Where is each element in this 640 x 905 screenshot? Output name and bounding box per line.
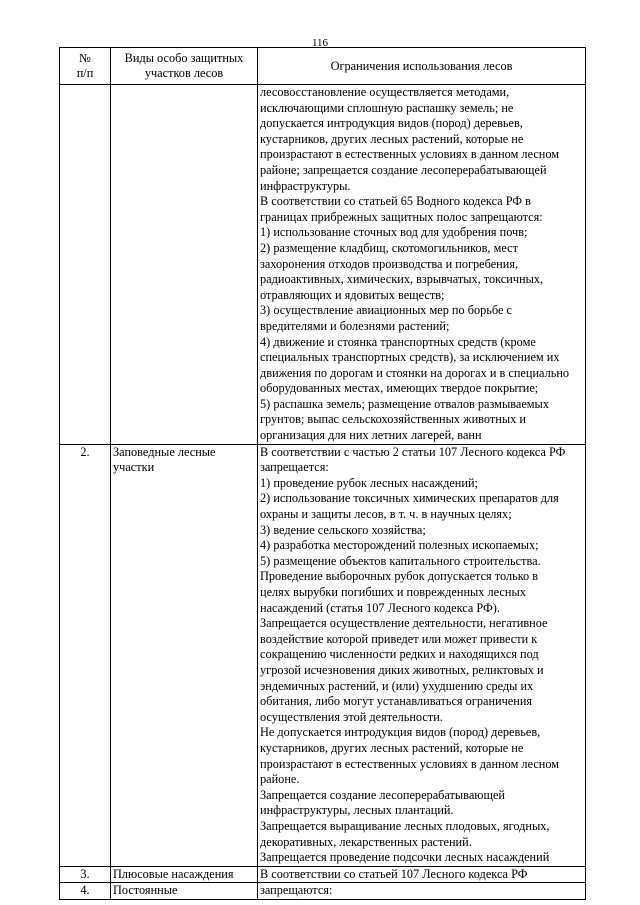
- text-line: обитания, либо могут устанавливаться ограничения: [260, 694, 533, 709]
- text-line: Запрещается проведение подсочки лесных насаждений: [260, 850, 550, 865]
- text-line: захоронения отходов производства и погребения,: [260, 256, 519, 271]
- text-line: 2) размещение кладбищ, скотомогильников, мест: [260, 240, 518, 255]
- text-line: произрастают в естественных условиях в данном лесном: [260, 756, 560, 771]
- row-name: Плюсовые насаждения: [111, 866, 258, 883]
- text-line: 5) распашка земель; размещение отвалов размываемых: [260, 396, 549, 411]
- row-number: [60, 85, 111, 445]
- text-line: целях вырубки погибших и поврежденных лесных: [260, 585, 526, 599]
- text-line: В соответствии с частью 2 статьи 107 Лесного кодекса РФ: [260, 444, 566, 459]
- text-line: В соответствии со статьей 107 Лесного кодекса РФ: [260, 866, 528, 881]
- text-line: специальных транспортных средств), за исключением их: [260, 350, 560, 365]
- text-line: движения по дорогам и стоянки на дорогах и в специально: [260, 365, 570, 380]
- text-line: радиоактивных, химических, взрывчатых, токсичных,: [260, 272, 544, 287]
- text-line: охраны и защиты лесов, в т. ч. в научных целях;: [260, 507, 512, 522]
- table-row: [60, 883, 586, 900]
- header-type: [111, 48, 258, 85]
- header-type-line2: участков лесов: [144, 66, 224, 80]
- text-line: В соответствии со статьей 65 Водного кодекса РФ в: [260, 194, 531, 209]
- text-line: 1) использование сточных вод для удобрения почв;: [260, 225, 528, 240]
- row-number: 2.: [60, 444, 111, 866]
- text-line: инфраструктуры.: [260, 178, 351, 193]
- text-line: районе; запрещается создание лесоперерабатывающей: [260, 162, 547, 177]
- text-line: лесовосстановление осуществляется методами,: [260, 85, 510, 99]
- row-number: 3.: [60, 866, 111, 883]
- text-line: 3) осуществление авиационных мер по борьбе с: [260, 303, 512, 318]
- row-name-line1: Заповедные лесные: [113, 444, 216, 459]
- row-name-line2: участки: [113, 460, 155, 475]
- text-line: произрастают в естественных условиях в данном лесном: [260, 147, 560, 162]
- text-line: запрещается:: [260, 460, 329, 475]
- text-line: воздействие которой приведет или может привести к: [260, 631, 538, 646]
- row-name: [111, 85, 258, 445]
- text-line: кустарников, других лесных растений, которые не: [260, 131, 524, 146]
- row-name: Постоянные: [111, 883, 258, 900]
- text-line: 3) ведение сельского хозяйства;: [260, 522, 426, 537]
- text-line: запрещаются:: [260, 883, 333, 898]
- text-line: эндемичных растений, и (или) ухудшению среды их: [260, 678, 534, 693]
- text-line: инфраструктуры, лесных плантаций.: [260, 803, 454, 818]
- text-line: сокращению численности редких и находящихся под: [260, 647, 539, 662]
- page-number: 116: [311, 37, 329, 49]
- text-line: 4) движение и стоянка транспортных средств (кроме: [260, 334, 536, 349]
- table-row: [60, 444, 586, 866]
- text-line: насаждений (статья 107 Лесного кодекса РФ).: [260, 600, 500, 615]
- row-restrictions: [258, 444, 586, 866]
- text-line: вредителями и болезнями растений;: [260, 318, 450, 333]
- text-line: организация для них летних лагерей, ванн: [260, 428, 482, 443]
- text-line: осуществления этой деятельности.: [260, 709, 443, 724]
- row-restrictions: [258, 866, 586, 883]
- text-line: декоративных, лекарственных растений.: [260, 834, 472, 849]
- table-row: [60, 85, 586, 445]
- text-line: допускается интродукция видов (пород) деревьев,: [260, 116, 523, 131]
- restrictions-table: [59, 47, 586, 900]
- row-name: [111, 444, 258, 866]
- text-line: 4) разработка месторождений полезных ископаемых;: [260, 538, 539, 553]
- row-restrictions: [258, 85, 586, 445]
- text-line: 5) размещение объектов капитального строительства.: [260, 553, 541, 568]
- header-num: [60, 48, 111, 85]
- text-line: оборудованных местах, имеющих твердое покрытие;: [260, 381, 539, 396]
- text-line: Запрещается выращивание лесных плодовых, ягодных,: [260, 818, 550, 833]
- row-restrictions: [258, 883, 586, 900]
- table-row: [60, 866, 586, 883]
- table-header-row: [60, 48, 586, 85]
- text-line: отравляющих и ядовитых веществ;: [260, 287, 445, 302]
- text-line: Запрещается осуществление деятельности, негативное: [260, 616, 548, 631]
- text-line: 2) использование токсичных химических препаратов для: [260, 491, 559, 506]
- text-line: кустарников, других лесных растений, которые не: [260, 740, 524, 755]
- text-line: Запрещается создание лесоперерабатывающей: [260, 787, 505, 802]
- text-line: исключающими сплошную распашку земель; не: [260, 100, 514, 115]
- row-number: 4.: [60, 883, 111, 900]
- text-line: границах прибрежных защитных полос запрещаются:: [260, 209, 543, 224]
- header-type-line1: Виды особо защитных: [124, 51, 244, 65]
- text-line: Проведение выборочных рубок допускается только в: [260, 569, 539, 584]
- header-num-line1: №: [79, 51, 91, 65]
- text-line: грунтов; выпас сельскохозяйственных животных и: [260, 412, 526, 427]
- header-num-line2: п/п: [76, 66, 94, 80]
- text-line: Не допускается интродукция видов (пород) деревьев,: [260, 725, 541, 740]
- header-restrictions: Ограничения использования лесов: [258, 48, 586, 85]
- text-line: угрозой исчезновения диких животных, реликтовых и: [260, 662, 544, 677]
- text-line: 1) проведение рубок лесных насаждений;: [260, 475, 478, 490]
- text-line: районе.: [260, 772, 300, 787]
